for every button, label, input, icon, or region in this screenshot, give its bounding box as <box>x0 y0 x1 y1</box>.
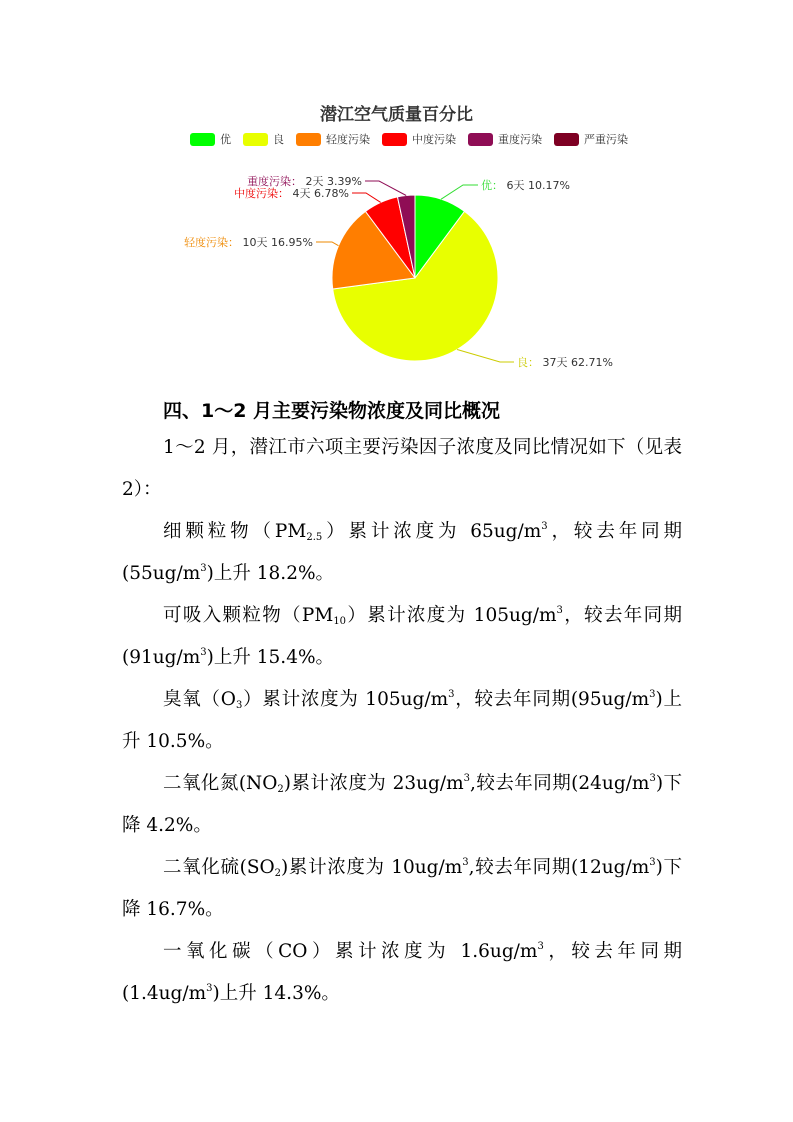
data-label-1: 良： 37天 62.71% <box>517 356 613 369</box>
data-label-2: 轻度污染： 10天 16.95% <box>184 236 313 249</box>
subscript: 2 <box>274 868 282 879</box>
pollutant-paragraph-2 <box>122 679 682 763</box>
unit-superscript: 3 <box>200 563 207 574</box>
unit-superscript: 3 <box>206 983 213 994</box>
section-body <box>122 427 682 1015</box>
pollutant-list <box>122 511 682 1015</box>
section-heading: 四、1～2 月主要污染物浓度及同比概况 <box>163 400 501 422</box>
change-text: )下降 16.7%。 <box>122 857 683 920</box>
pollutant-name: 一氧化碳（CO <box>163 941 308 962</box>
subscript: 10 <box>333 616 347 627</box>
pie-svg <box>0 0 793 385</box>
change-text: )上升 15.4%。 <box>206 647 335 668</box>
leader-line-4 <box>365 181 406 196</box>
concentration-text: )累计浓度为 23ug/m <box>283 773 464 794</box>
pollutant-paragraph-4 <box>122 847 682 931</box>
unit-superscript: 3 <box>463 773 471 784</box>
subscript: 3 <box>235 700 243 711</box>
pollutant-name: 可吸入颗粒物（PM <box>163 605 334 626</box>
pollutant-paragraph-5 <box>122 931 682 1015</box>
legend-label: 严重污染 <box>584 133 628 146</box>
concentration-text: )累计浓度为 10ug/m <box>281 857 463 878</box>
unit-superscript: 3 <box>200 647 207 658</box>
pollutant-name: 细颗粒物（PM <box>163 521 307 542</box>
pollutant-paragraph-1 <box>122 595 682 679</box>
last-year-text: ,较去年同期(12ug/m <box>468 857 650 878</box>
legend-label: 重度污染 <box>498 133 542 146</box>
unit-superscript: 3 <box>541 521 548 532</box>
leader-line-2 <box>316 242 339 246</box>
legend-label: 中度污染 <box>412 133 456 146</box>
legend-label: 良 <box>273 133 284 146</box>
last-year-text: ,较去年同期(24ug/m <box>470 773 650 794</box>
unit-superscript: 3 <box>537 941 544 952</box>
intro-paragraph: 1～2 月，潜江市六项主要污染因子浓度及同比情况如下（见表 2）： <box>122 437 682 500</box>
change-text: )下降 4.2%。 <box>122 773 683 836</box>
unit-superscript: 3 <box>649 689 656 700</box>
data-label-3: 中度污染： 4天 6.78% <box>234 187 349 200</box>
legend-label: 轻度污染 <box>326 133 370 146</box>
subscript: 2.5 <box>306 532 323 543</box>
leader-line-0 <box>441 185 478 199</box>
last-year-text: ，较去年同期(55ug/m <box>122 521 682 584</box>
last-year-text: ，较去年同期(1.4ug/m <box>122 941 682 1004</box>
unit-superscript: 3 <box>556 605 563 616</box>
concentration-text: ）累计浓度为 105ug/m <box>346 605 557 626</box>
unit-superscript: 3 <box>649 857 656 868</box>
pollutant-paragraph-3 <box>122 763 682 847</box>
unit-superscript: 3 <box>649 773 656 784</box>
pollutant-name: 臭氧（O <box>163 689 236 710</box>
last-year-text: ，较去年同期(95ug/m <box>454 689 650 710</box>
change-text: )上升 14.3%。 <box>212 983 340 1004</box>
data-label-0: 优： 6天 10.17% <box>481 179 570 192</box>
pollutant-name: 二氧化氮(NO <box>163 773 278 794</box>
concentration-text: ）累计浓度为 105ug/m <box>242 689 449 710</box>
change-text: )上升 10.5%。 <box>122 689 682 752</box>
pollutant-paragraph-0 <box>122 511 682 595</box>
air-quality-pie-chart <box>0 0 793 385</box>
unit-superscript: 3 <box>462 857 469 868</box>
data-label-4: 重度污染： 2天 3.39% <box>247 175 362 188</box>
pollutant-name: 二氧化硫(SO <box>163 857 275 878</box>
chart-title: 潜江空气质量百分比 <box>320 105 473 125</box>
concentration-text: ）累计浓度为 1.6ug/m <box>307 941 538 962</box>
change-text: )上升 18.2%。 <box>206 563 335 584</box>
legend-label: 优 <box>220 133 231 146</box>
unit-superscript: 3 <box>448 689 455 700</box>
last-year-text: ，较去年同期(91ug/m <box>122 605 682 668</box>
concentration-text: ）累计浓度为 65ug/m <box>322 521 542 542</box>
subscript: 2 <box>277 784 284 795</box>
leader-line-3 <box>352 193 381 202</box>
leader-line-1 <box>457 350 514 363</box>
